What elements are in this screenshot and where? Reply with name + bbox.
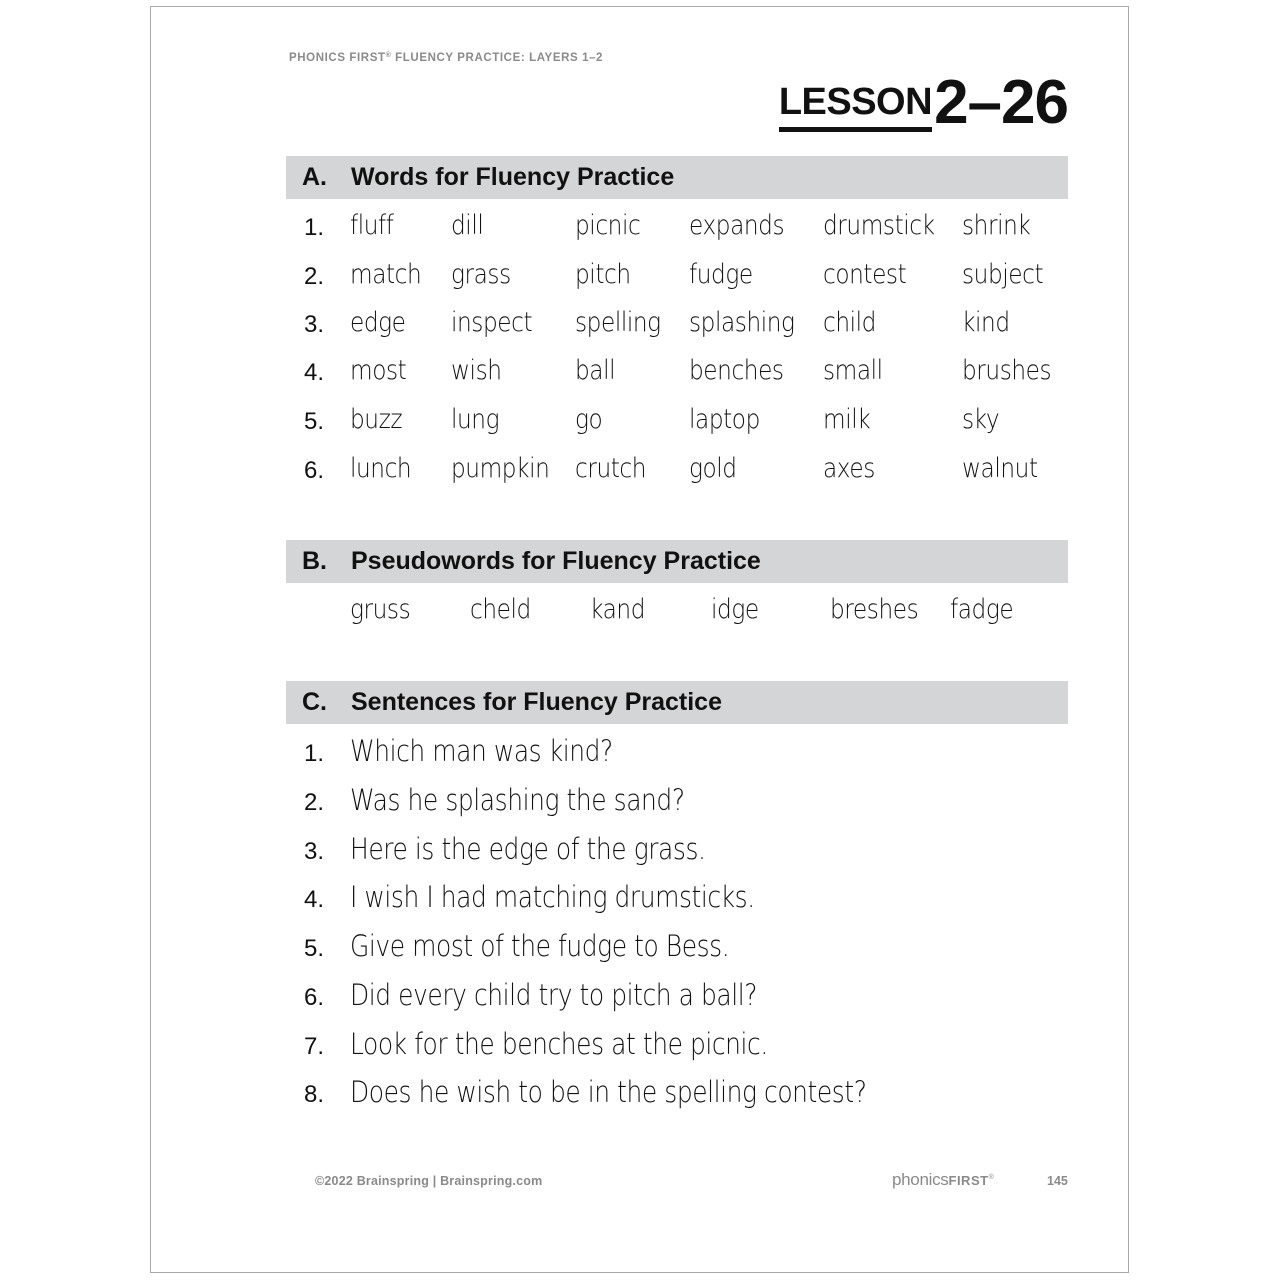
word: grass (451, 259, 511, 290)
sentence-text: Did every child try to pitch a ball? (350, 978, 758, 1012)
pseudoword: gruss (350, 594, 411, 625)
sentence-row (0, 1027, 1280, 1067)
word: axes (823, 453, 875, 484)
word-row (0, 210, 1280, 250)
section-c-letter: C. (302, 688, 327, 716)
word: pitch (575, 259, 631, 290)
section-c-title: Sentences for Fluency Practice (351, 688, 722, 716)
sentence-row (0, 978, 1280, 1018)
sentence-number: 8. (304, 1081, 325, 1108)
pseudoword-row (0, 594, 1280, 634)
row-number: 2. (304, 263, 325, 290)
word: walnut (962, 453, 1038, 484)
sentence-text: Give most of the fudge to Bess. (350, 929, 730, 963)
row-number: 5. (304, 408, 325, 435)
word-row (0, 307, 1280, 347)
sentence-text: Does he wish to be in the spelling contest? (350, 1075, 867, 1109)
word: inspect (451, 307, 533, 338)
sentence-text: Was he splashing the sand? (350, 783, 685, 817)
word: wish (451, 355, 502, 386)
pseudoword: breshes (830, 594, 919, 625)
word: small (823, 355, 883, 386)
word: laptop (689, 404, 760, 435)
word: pumpkin (451, 453, 550, 484)
word: go (575, 404, 603, 435)
logo-registered-mark: ® (988, 1174, 994, 1181)
sentence-number: 5. (304, 935, 325, 962)
page-number: 145 (1047, 1174, 1068, 1188)
lesson-title (778, 68, 1068, 137)
section-b-letter: B. (302, 547, 327, 575)
word: gold (689, 453, 737, 484)
running-head (289, 52, 603, 64)
word: lung (451, 404, 500, 435)
registered-mark: ® (385, 52, 392, 59)
word: lunch (350, 453, 412, 484)
word: child (823, 307, 876, 338)
sentence-number: 2. (304, 789, 325, 816)
word: crutch (575, 453, 647, 484)
phonics-first-logo (892, 1170, 994, 1190)
word: drumstick (823, 210, 935, 241)
word: benches (689, 355, 784, 386)
running-head-subtitle: FLUENCY PRACTICE: LAYERS 1–2 (391, 52, 604, 64)
sentence-number: 3. (304, 838, 325, 865)
sentence-row (0, 1075, 1280, 1115)
sentence-text: I wish I had matching drumsticks. (350, 880, 755, 914)
lesson-label: LESSON (779, 83, 932, 132)
sentence-text: Look for the benches at the picnic. (350, 1027, 768, 1061)
word: fudge (689, 259, 753, 290)
sentence-row (0, 929, 1280, 969)
section-b-title: Pseudowords for Fluency Practice (351, 547, 761, 575)
copyright-footer: ©2022 Brainspring | Brainspring.com (315, 1174, 543, 1188)
word-row (0, 259, 1280, 299)
row-number: 1. (304, 214, 325, 241)
logo-bold-text: FIRST (948, 1173, 989, 1188)
word: milk (823, 404, 871, 435)
sentence-row (0, 832, 1280, 872)
word: sky (962, 404, 1000, 435)
word-row (0, 355, 1280, 395)
section-b-header (286, 540, 1068, 583)
row-number: 6. (304, 457, 325, 484)
sentence-number: 6. (304, 984, 325, 1011)
sentence-text: Which man was kind? (350, 734, 613, 768)
word: kind (962, 307, 1010, 338)
sentence-row (0, 734, 1280, 774)
word: brushes (962, 355, 1052, 386)
pseudoword: cheld (470, 594, 531, 625)
word: spelling (575, 307, 661, 338)
pseudoword: idge (711, 594, 759, 625)
sentence-number: 4. (304, 886, 325, 913)
sentence-number: 1. (304, 740, 325, 767)
sentence-number: 7. (304, 1033, 325, 1060)
section-a-title: Words for Fluency Practice (351, 163, 675, 191)
running-head-brand: PHONICS FIRST (289, 52, 386, 64)
word: shrink (962, 210, 1031, 241)
logo-light-text: phonics (892, 1170, 949, 1189)
word-row (0, 404, 1280, 444)
word: contest (823, 259, 907, 290)
word: fluff (350, 210, 394, 241)
row-number: 3. (304, 311, 325, 338)
lesson-number: 2–26 (934, 68, 1068, 137)
word-row (0, 453, 1280, 493)
pseudoword: kand (590, 594, 646, 625)
word: buzz (350, 404, 403, 435)
sentence-text: Here is the edge of the grass. (350, 832, 706, 866)
word: match (350, 259, 422, 290)
row-number: 4. (304, 359, 325, 386)
word: edge (350, 307, 406, 338)
word: expands (689, 210, 785, 241)
pseudoword: fadge (950, 594, 1014, 625)
sentence-row (0, 880, 1280, 920)
word: subject (962, 259, 1044, 290)
section-a-header (286, 156, 1068, 199)
section-a-letter: A. (302, 163, 327, 191)
section-c-header (286, 681, 1068, 724)
sentence-row (0, 783, 1280, 823)
word: ball (575, 355, 616, 386)
word: dill (451, 210, 484, 241)
word: splashing (689, 307, 795, 338)
word: most (350, 355, 407, 386)
word: picnic (575, 210, 641, 241)
